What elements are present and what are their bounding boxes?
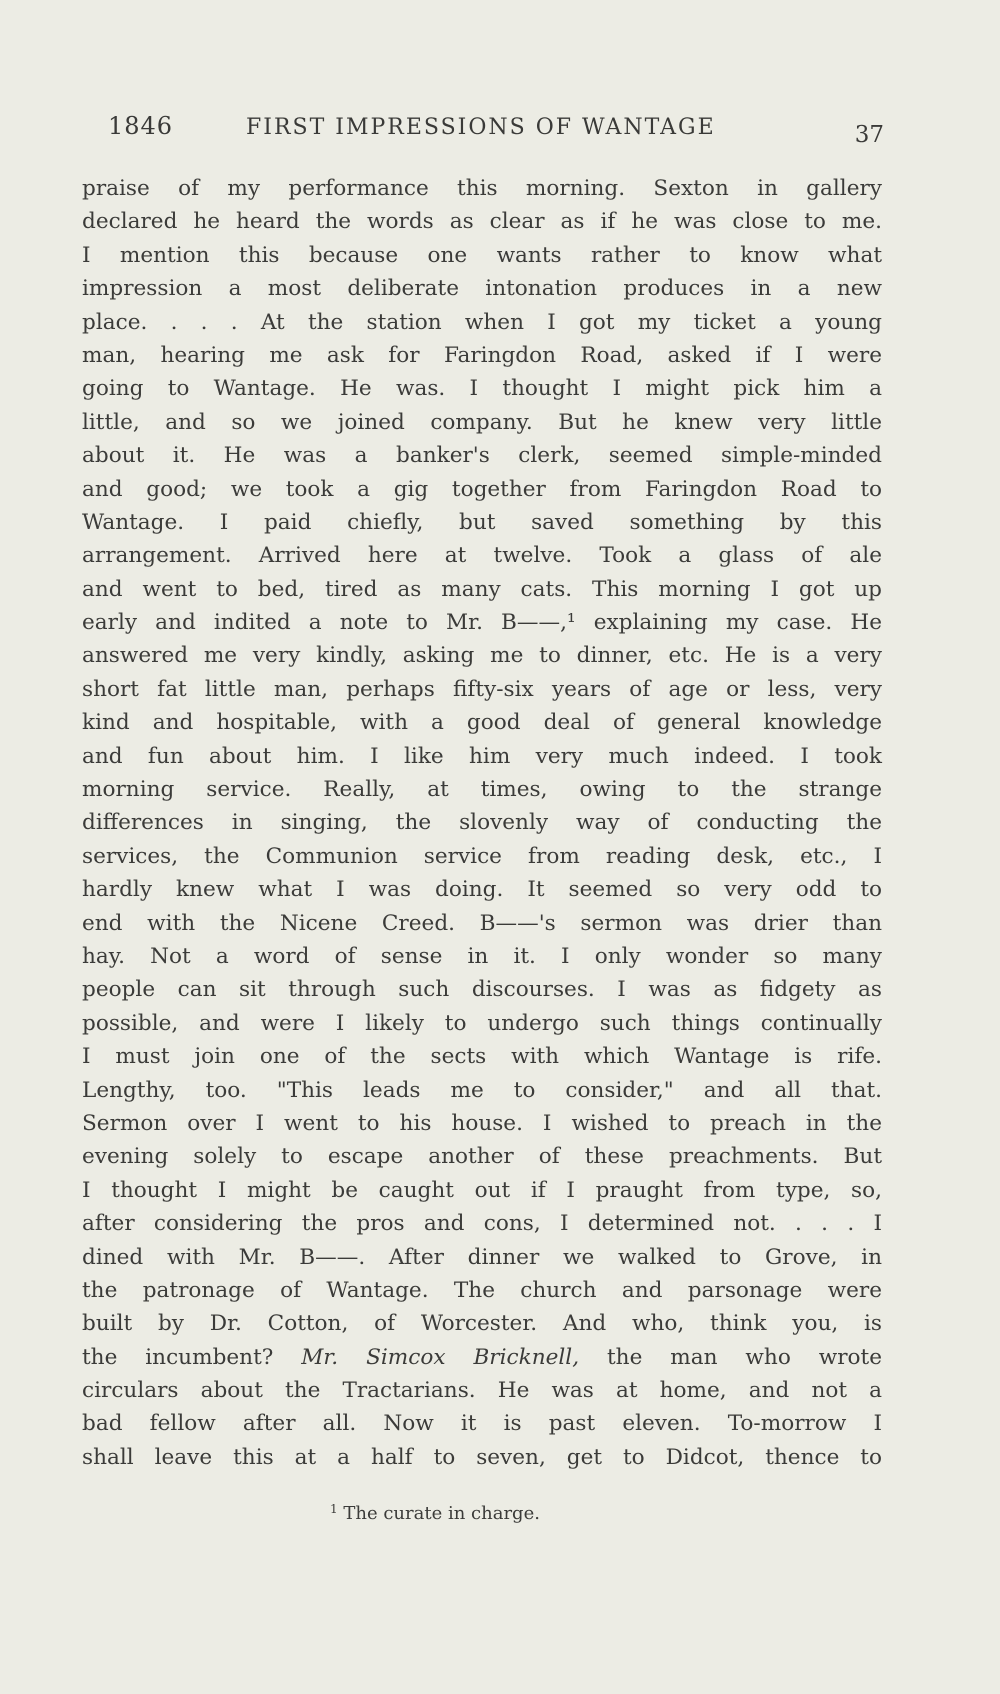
page-number: 37 [854,122,884,148]
text-line: hay. Not a word of sense in it. I only wonder so many [82,943,882,969]
body-text [82,172,882,1474]
text-line: about it. He was a banker's clerk, seemed simple-minded [82,443,882,469]
text-line: morning service. Really, at times, owing to the strange [82,777,882,803]
text-line: I thought I might be caught out if I praught from type, so, [82,1177,882,1203]
text-line: answered me very kindly, asking me to dinner, etc. He is a very [82,643,882,669]
text-line: little, and so we joined company. But he knew very little [82,409,882,435]
text-line: the patronage of Wantage. The church and parsonage were [82,1277,882,1303]
text-line: shall leave this at a half to seven, get to Didcot, thence to [82,1444,882,1470]
text-line: dined with Mr. B——. After dinner we walked to Grove, in [82,1244,882,1270]
footnote [330,1502,540,1524]
text-line: circulars about the Tractarians. He was at home, and not a [82,1378,882,1404]
text-line: services, the Communion service from reading desk, etc., I [82,843,882,869]
text-line: praise of my performance this morning. Sexton in gallery [82,176,882,201]
text-line: after considering the pros and cons, I determined not. . . . I [82,1211,882,1237]
text-line: impression a most deliberate intonation produces in a new [82,276,882,302]
text-line: evening solely to escape another of these preachments. But [82,1144,882,1170]
text-line: possible, and were I likely to undergo such things continually [82,1010,882,1036]
running-head-title: FIRST IMPRESSIONS OF WANTAGE [246,115,716,140]
text-line: Sermon over I went to his house. I wished to preach in the [82,1110,882,1136]
running-head-year: 1846 [108,112,174,140]
text-line: I mention this because one wants rather to know what [82,242,882,268]
footnote-marker: 1 [330,1502,338,1516]
text-line: man, hearing me ask for Faringdon Road, asked if I were [82,342,882,368]
text-run: the incumbent? [82,1344,302,1370]
text-line: early and indited a note to Mr. B——,¹ explaining my case. He [82,610,882,636]
text-line: and fun about him. I like him very much indeed. I took [82,743,882,769]
text-line: differences in singing, the slovenly way of conducting the [82,810,882,836]
text-line: bad fellow after all. Now it is past eleven. To-morrow I [82,1411,882,1437]
text-line: going to Wantage. He was. I thought I might pick him a [82,376,882,402]
text-line: short fat little man, perhaps fifty-six years of age or less, very [82,676,882,702]
text-run: the man who wrote [579,1344,882,1370]
running-head [108,112,884,152]
text-line: I must join one of the sects with which Wantage is rife. [82,1044,882,1070]
text-line: end with the Nicene Creed. B——'s sermon was drier than [82,910,882,936]
italic-name: Mr. Simcox Bricknell, [301,1344,580,1370]
footnote-text: The curate in charge. [343,1503,540,1524]
text-line: Lengthy, too. "This leads me to consider," and all that. [82,1077,882,1103]
text-line: declared he heard the words as clear as if he was close to me. [82,209,882,235]
text-line: kind and hospitable, with a good deal of general knowledge [82,710,882,736]
text-line: and good; we took a gig together from Faringdon Road to [82,476,882,502]
text-line: and went to bed, tired as many cats. This morning I got up [82,576,882,602]
text-line-with-italic [82,1341,882,1374]
text-line: Wantage. I paid chiefly, but saved something by this [82,509,882,535]
text-line: hardly knew what I was doing. It seemed so very odd to [82,877,882,903]
text-line: built by Dr. Cotton, of Worcester. And who, think you, is [82,1311,882,1337]
text-line: place. . . . At the station when I got my ticket a young [82,309,882,335]
text-line: people can sit through such discourses. I was as fidgety as [82,977,882,1003]
text-line: arrangement. Arrived here at twelve. Took a glass of ale [82,543,882,569]
